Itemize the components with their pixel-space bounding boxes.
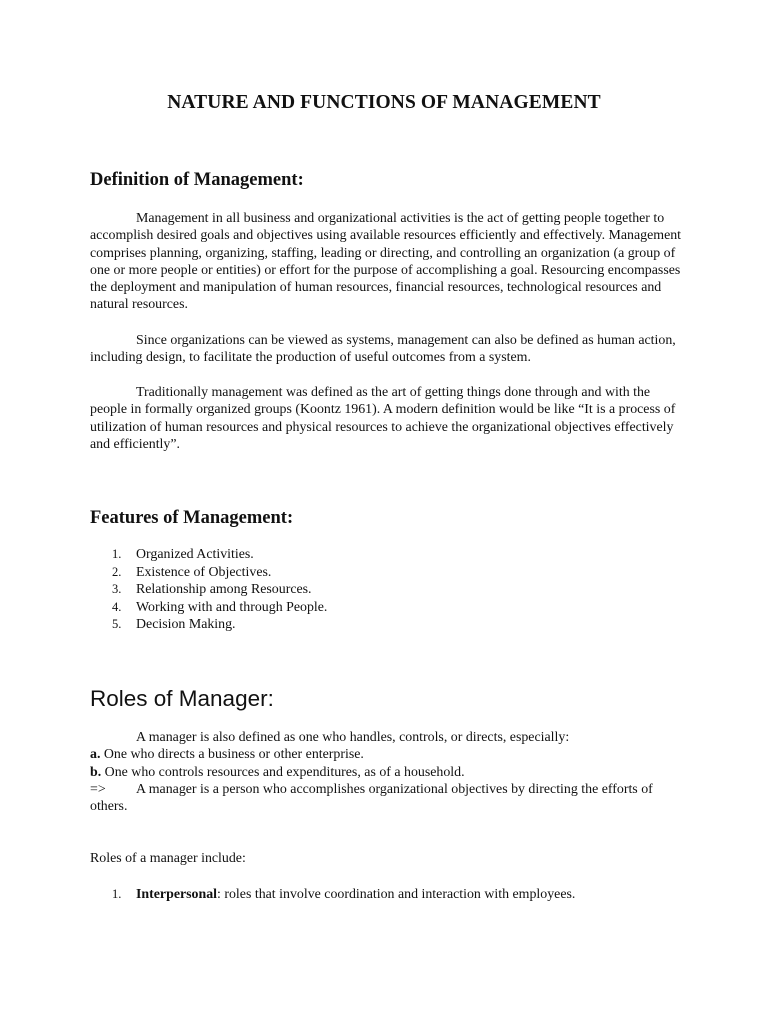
list-item [90, 564, 327, 582]
roles-item-b-text: One who controls resources and expenditures, as of a household. [101, 765, 465, 780]
list-item-number: 5. [112, 617, 122, 631]
definition-paragraph-2: Since organizations can be viewed as systems, management can also be defined as human action, including design, to facilitate the production of useful outcomes from a system. [90, 333, 676, 366]
list-item [90, 581, 327, 599]
list-item-number: 4. [112, 599, 122, 614]
roles-item-a [90, 746, 364, 763]
roles-item-a-label: a. [90, 747, 101, 762]
roles-item-a-text: One who directs a business or other enterprise. [100, 747, 364, 762]
list-item-text: Organized Activities. [136, 547, 254, 562]
roles-arrow-text: A manager is a person who accomplishes organizational objectives by directing the efforts of others. [90, 782, 653, 815]
document-title: NATURE AND FUNCTIONS OF MANAGEMENT [167, 92, 601, 113]
roles-list [90, 886, 575, 904]
roles-list-intro: Roles of a manager include: [90, 851, 246, 866]
roles-intro-paragraph: A manager is also defined as one who handles, controls, or directs, especially: [136, 730, 570, 745]
features-heading: Features of Management: [90, 508, 294, 528]
list-item-text: Working with and through People. [136, 599, 328, 615]
roles-heading: Roles of Manager: [90, 686, 274, 711]
arrow-symbol: => [90, 782, 106, 797]
roles-item-b-label: b. [90, 765, 102, 780]
list-item-number: 3. [112, 582, 122, 596]
list-item [90, 886, 575, 904]
definition-paragraph-1: Management in all business and organizational activities is the act of getting people together to accomplish desired goals and objectives using available resources efficiently and effectively. Management comprises planning, organizing, staffing, leading or directing, and controlling an organization (a group of one or more people or entities) or effort for the purpose of accomplishing a goal. Resourcing encompasses the deployment and manipulation of human resources, financial resources, technological resources and natural resources. [90, 211, 682, 313]
role-term: Interpersonal [136, 887, 218, 902]
list-item [90, 546, 327, 564]
list-item-number: 1. [112, 547, 122, 561]
list-item-number: 1. [112, 887, 122, 901]
features-list [90, 546, 327, 634]
list-item-number: 2. [112, 564, 122, 579]
role-description: : roles that involve coordination and interaction with employees. [217, 887, 576, 902]
list-item-text: Relationship among Resources. [136, 582, 312, 597]
list-item-text [136, 886, 575, 904]
list-item [90, 599, 327, 617]
list-item [90, 616, 327, 634]
definition-paragraph-3: Traditionally management was defined as the art of getting things done through and with the people in formally organized groups (Koontz 1961). A modern definition would be like “It is a process of utilization of human resources and physical resources to achieve the organizational objectives effectively and efficiently”. [90, 385, 676, 452]
list-item-text: Decision Making. [136, 617, 236, 632]
roles-item-b [90, 764, 465, 781]
list-item-text: Existence of Objectives. [136, 564, 272, 580]
definition-heading: Definition of Management: [90, 170, 304, 190]
